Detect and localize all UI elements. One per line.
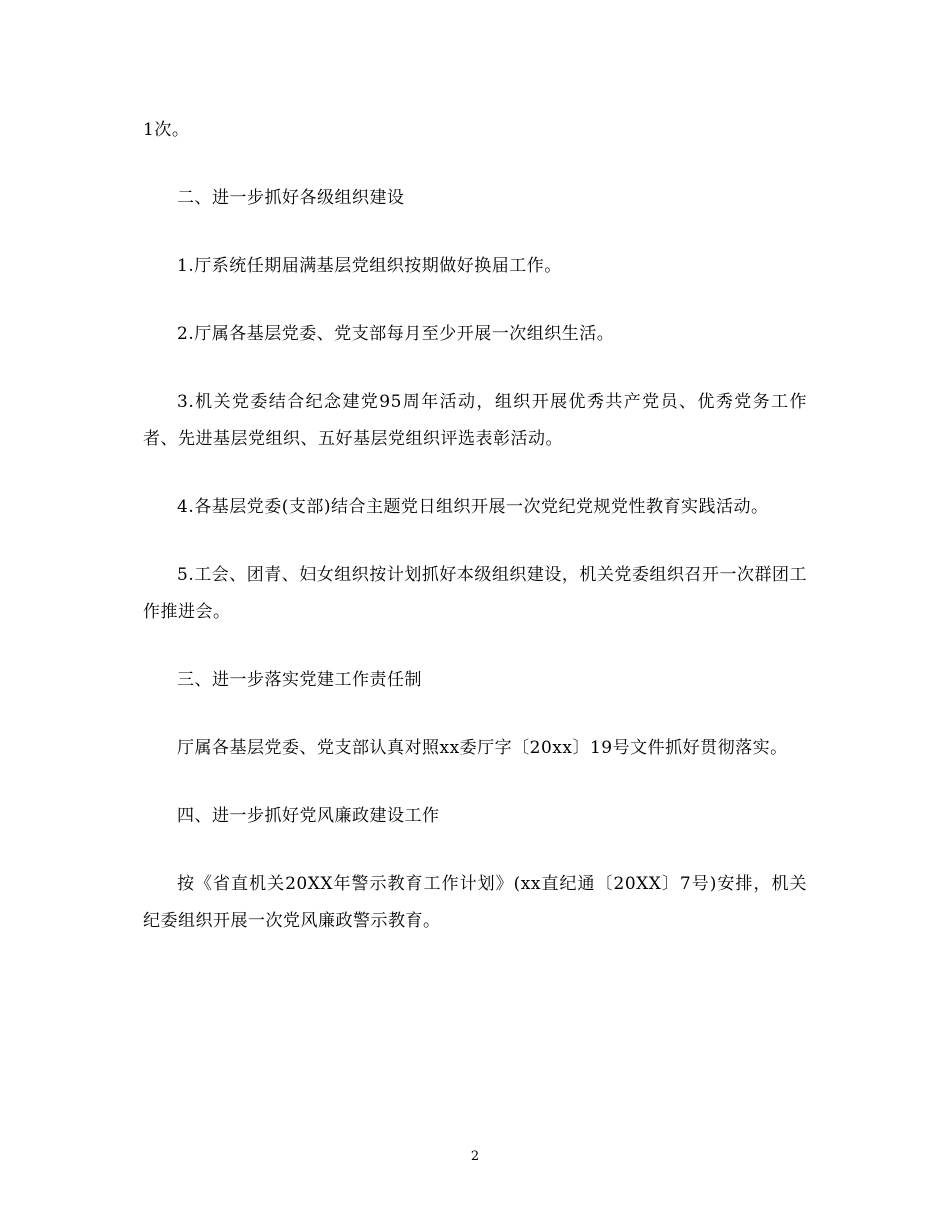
section-heading-3: 三、进一步落实党建工作责任制 bbox=[177, 670, 422, 690]
list-item-3: 3.机关党委结合纪念建党95周年活动，组织开展优秀共产党员、优秀党务工作者、先进基层党组织、五好基层党组织评选表彰活动。 bbox=[143, 392, 807, 449]
paragraph-continuation: 1次。 bbox=[143, 120, 190, 140]
list-item-2: 2.厅属各基层党委、党支部每月至少开展一次组织生活。 bbox=[177, 324, 615, 344]
list-item-5: 5.工会、团青、妇女组织按计划抓好本级组织建设，机关党委组织召开一次群团工作推进会。 bbox=[143, 565, 807, 622]
list-item-4: 4.各基层党委(支部)结合主题党日组织开展一次党纪党规党性教育实践活动。 bbox=[177, 497, 769, 517]
paragraph-responsibility: 厅属各基层党委、党支部认真对照xx委厅字〔20xx〕19号文件抓好贯彻落实。 bbox=[177, 738, 788, 758]
list-item-1: 1.厅系统任期届满基层党组织按期做好换届工作。 bbox=[177, 256, 562, 276]
section-heading-2: 二、进一步抓好各级组织建设 bbox=[177, 188, 405, 208]
paragraph-warning-education: 按《省直机关20XX年警示教育工作计划》(xx直纪通〔20XX〕7号)安排，机关纪委组织开展一次党风廉政警示教育。 bbox=[143, 874, 807, 931]
document-body bbox=[143, 112, 807, 971]
section-heading-4: 四、进一步抓好党风廉政建设工作 bbox=[177, 806, 440, 826]
page-number: 2 bbox=[470, 1149, 480, 1164]
